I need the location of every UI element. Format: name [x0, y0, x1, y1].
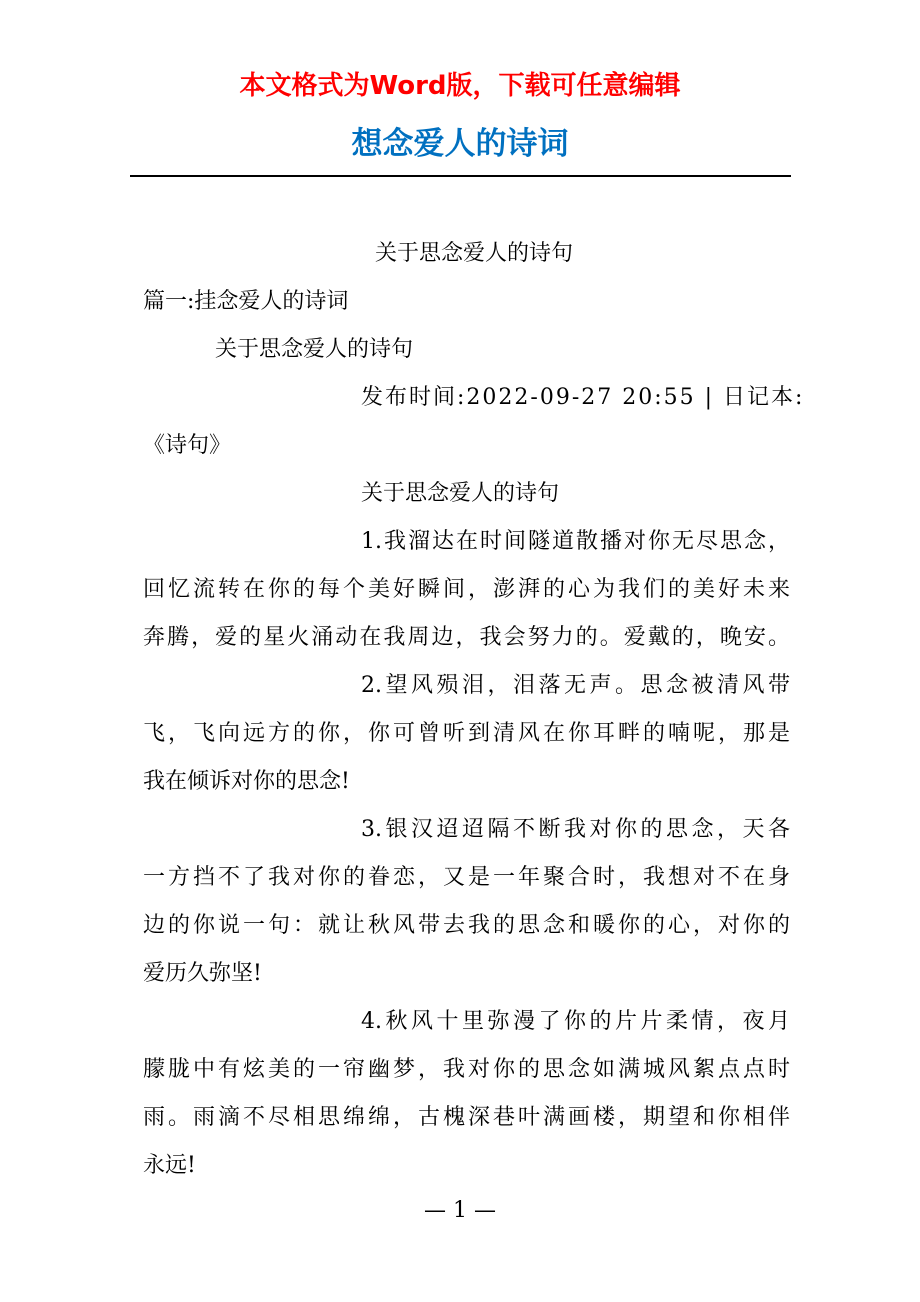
category-tag: 《诗句》 [143, 433, 232, 458]
poem-1-line-2: 回忆流转在你的每个美好瞬间，澎湃的心为我们的美好未来 [143, 577, 790, 602]
page-number: — 1 — [424, 1198, 496, 1223]
poem-2-line-2: 飞，飞向远方的你，你可曾听到清风在你耳畔的喃呢，那是 [143, 721, 790, 746]
poem-3-line-2: 一方挡不了我对你的眷恋，又是一年聚合时，我想对不在身 [143, 865, 790, 890]
title-divider [130, 175, 791, 177]
poem-4-line-4: 永远! [143, 1153, 196, 1178]
poem-4-line-1: 4.秋风十里弥漫了你的片片柔情，夜月 [361, 1009, 790, 1034]
poem-4-line-2: 朦胧中有炫美的一帘幽梦，我对你的思念如满城风絮点点时 [143, 1057, 790, 1082]
poem-1-line-3: 奔腾，爱的星火涌动在我周边，我会努力的。爱戴的，晚安。 [143, 625, 790, 650]
poem-2-line-1: 2.望风殒泪，泪落无声。思念被清风带 [361, 673, 790, 698]
inner-title: 关于思念爱人的诗句 [361, 481, 560, 506]
poem-3-line-4: 爱历久弥坚! [143, 961, 262, 986]
document-title: 想念爱人的诗词 [351, 126, 569, 162]
poem-2-line-3: 我在倾诉对你的思念! [143, 769, 350, 794]
poem-3-line-3: 边的你说一句：就让秋风带去我的思念和暖你的心，对你的 [143, 913, 790, 938]
poem-4-line-3: 雨。雨滴不尽相思绵绵，古槐深巷叶满画楼，期望和你相伴 [143, 1105, 790, 1130]
publish-meta: 发布时间:2022-09-27 20:55 | 日记本: [361, 385, 805, 410]
poem-1-line-1: 1.我溜达在时间隧道散播对你无尽思念， [361, 529, 790, 554]
section-title: 篇一:挂念爱人的诗词 [143, 289, 349, 314]
format-banner: 本文格式为Word版，下载可任意编辑 [239, 71, 681, 101]
heading: 关于思念爱人的诗句 [375, 241, 574, 266]
subheading: 关于思念爱人的诗句 [215, 337, 414, 362]
poem-3-line-1: 3.银汉迢迢隔不断我对你的思念，天各 [361, 817, 790, 842]
